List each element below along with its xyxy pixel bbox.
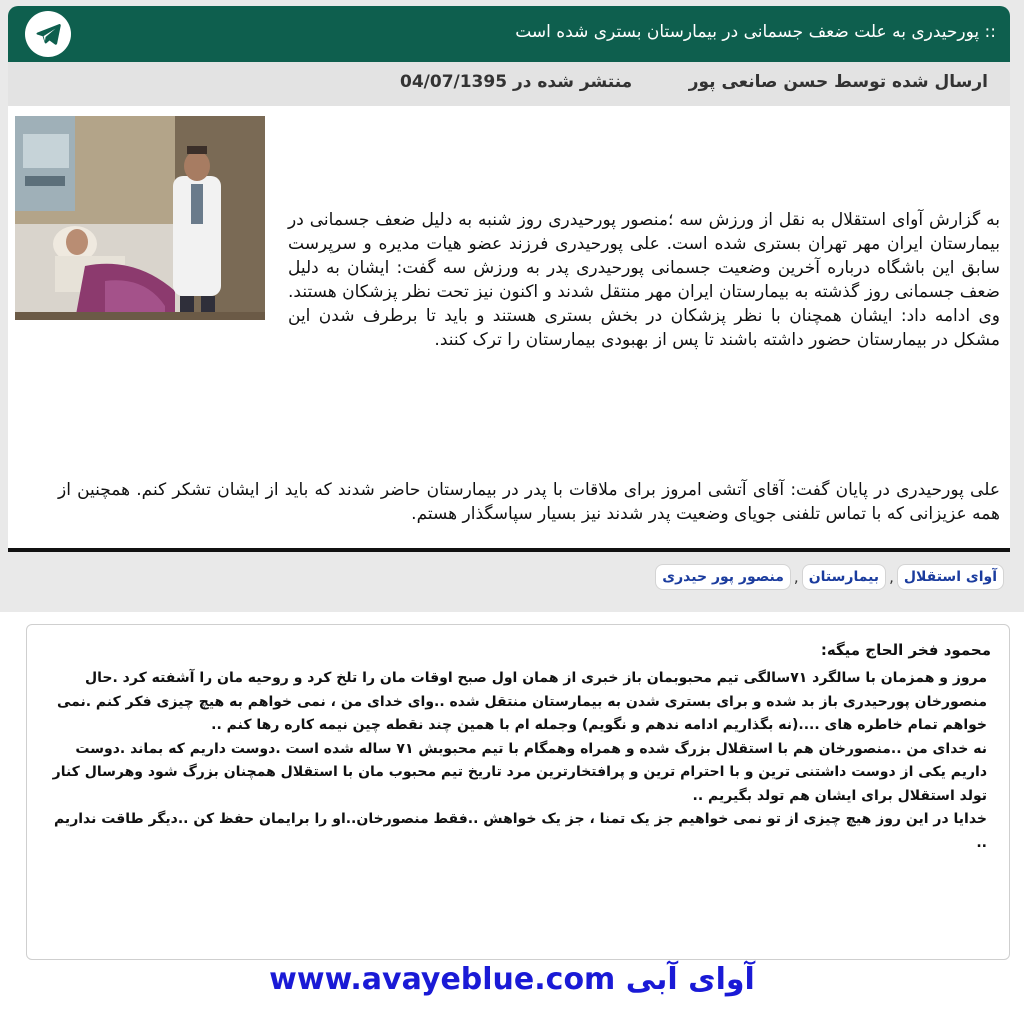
site-watermark[interactable]: www.avayeblue.com آوای آبی — [269, 962, 755, 997]
content-divider — [8, 548, 1010, 552]
post-title[interactable]: :: پورحیدری به علت ضعف جسمانی در بیمارستان بستری شده است — [515, 22, 996, 42]
post-date: منتشر شده در 04/07/1395 — [400, 72, 633, 92]
tags-bar — [8, 556, 1010, 604]
tag-mansour-pourheidari[interactable]: منصور پور حیدری — [655, 564, 791, 590]
post-content — [8, 106, 1010, 548]
article-paragraph-1: به گزارش آوای استقلال به نقل از ورزش سه ؛منصور پورحیدری روز شنبه به دلیل ضعف جسمانی در بیمارستان ایران مهر تهران بستری شده است. علی پورحیدری فرزند عضو هیات مدیره و سرپرست سابق این باشگاه درباره آخرین وضعیت جسمانی پورحیدری پدر به ورزش سه گفت: ایشان به دلیل ضعف جسمانی روز گذشته به بیمارستان ایران مهر منتقل شدند و اکنون نیز تحت نظر پزشکان هستند. وی ادامه داد: ایشان همچنان با نظر پزشکان در بخش بستری هستند و باید تا برطرف شدن این مشکل در بیمارستان حضور داشته باشند تا پس از بهبودی بیمارستان را ترک کنند. — [288, 210, 1000, 350]
telegram-icon — [34, 20, 62, 48]
telegram-share-button[interactable] — [25, 11, 71, 57]
post-header — [8, 6, 1010, 62]
comment-author: محمود فخر الحاج میگه: — [820, 641, 991, 659]
post-author: ارسال شده توسط حسن صانعی پور — [688, 72, 988, 92]
comment-box — [26, 624, 1010, 960]
article-paragraph-2: علی پورحیدری در پایان گفت: آقای آتشی امروز برای ملاقات با پدر در بیمارستان حاضر شدند که باید از ایشان تشکر کنم. همچنین از همه عزیزانی که با تماس تلفنی جویای وضعیت پدر شدند نیز بسیار سپاسگذار هستم. — [58, 480, 1000, 524]
tag-separator: , — [793, 568, 799, 586]
tag-separator: , — [889, 568, 894, 586]
article-photo[interactable] — [15, 116, 265, 320]
post-meta — [8, 62, 1010, 107]
tag-avaye-esteghlal[interactable]: آوای استقلال — [897, 564, 1004, 590]
tags-list — [655, 564, 1004, 590]
comment-body: مروز و همزمان با سالگرد ۷۱سالگی تیم محبوبمان باز خبری از همان اول صبح اوقات مان را تلخ کرد و روحیه مان را آشفته کرد .حال منصورخان پورحیدری باز بد شده و برای بستری شدن به بیمارستان منتقل شده ..وای خدای من ، نمی خواهم به هیچ چیزی فکر کنم .نمی خواهم تمام خاطره های ....(نه بگذاریم ادامه ندهم و نگویم) وجمله ام با همین چند نقطه چین نیمه کاره رها کنم .. نه خدای من ..منصورخان هم با استقلال بزرگ شده و همراه وهمگام با تیم محبوبش ۷۱ ساله شده است .دوست داریم که بماند .دوست داریم یکی از دوست داشتنی ترین و با احترام ترین و پرافتخارترین مرد تاریخ تیم محبوب مان با استقلال همچنان بزرگ شود وهرسال کنار تولد استقلال برای ایشان هم تولد بگیریم .. خدایا در این روز هیچ چیزی از تو نمی خواهیم جز یک تمنا ، جز یک خواهش ..فقط منصورخان..او را برایمان حفظ کن ..دیگر طاقت نداریم .. — [52, 670, 987, 851]
tag-hospital[interactable]: بیمارستان — [802, 564, 886, 590]
hospital-room-photo — [15, 116, 265, 320]
